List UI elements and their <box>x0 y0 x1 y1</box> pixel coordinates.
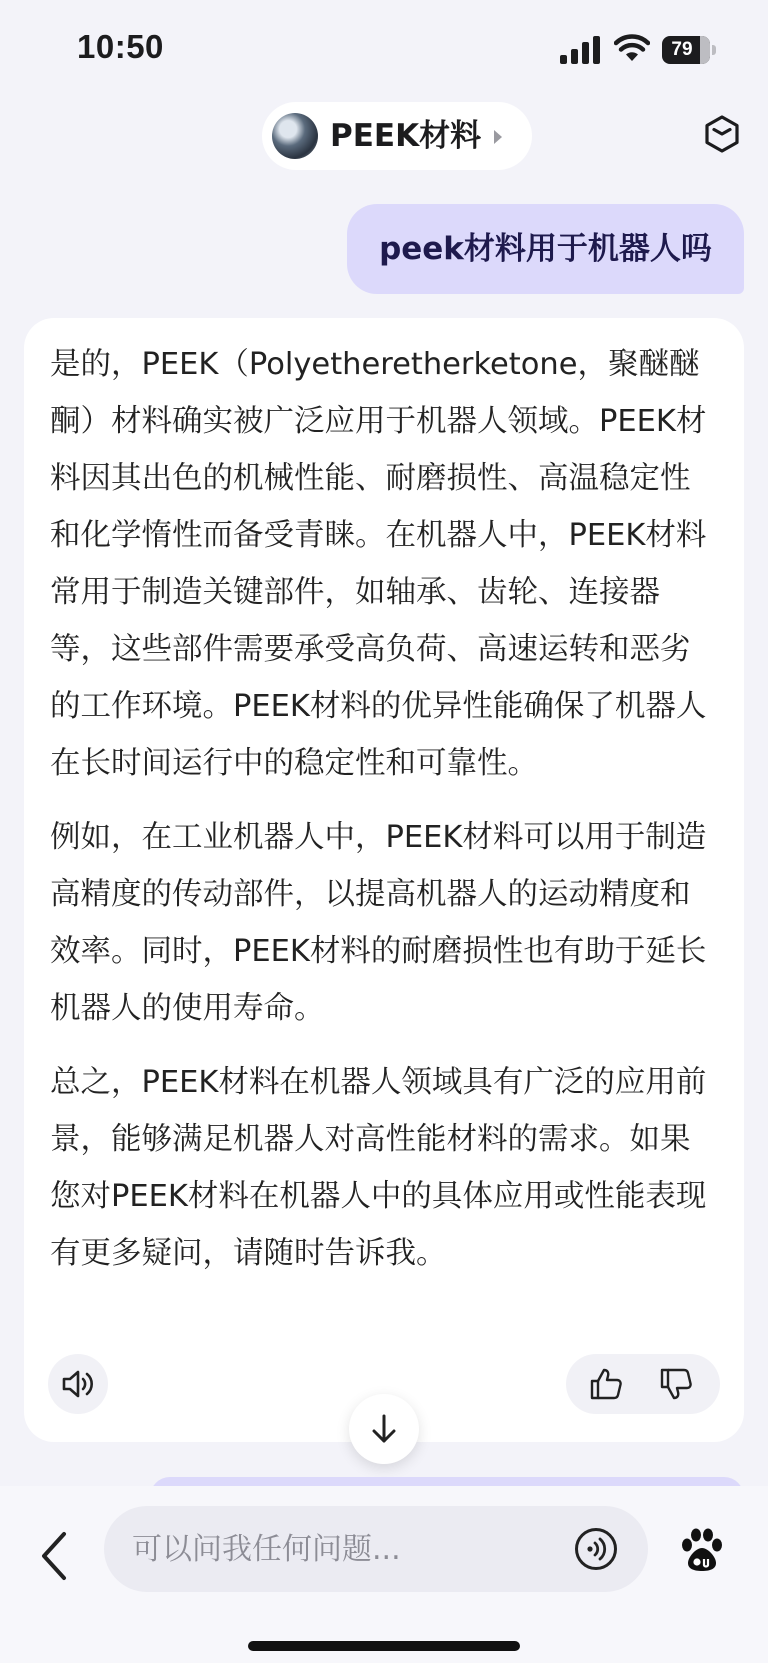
caret-right-icon <box>494 130 502 144</box>
assistant-answer-card <box>24 318 744 1442</box>
status-bar <box>0 0 768 100</box>
chat-title: PEEK材料 <box>330 118 482 154</box>
avatar <box>272 113 318 159</box>
user-message-text: peek材料用于机器人吗 <box>379 231 712 267</box>
user-message-bubble <box>347 204 744 294</box>
status-time: 10:50 <box>77 28 164 65</box>
thumbs-down-icon[interactable] <box>658 1366 694 1402</box>
battery-percent: 79 <box>671 39 693 60</box>
answer-paragraph: 是的，PEEK（Polyetheretherketone，聚醚醚酮）材料确实被广泛应用于机器人领域。PEEK材料因其出色的机械性能、耐磨损性、高温稳定性和化学惰性而备受青睐。在机器人中，PEEK材料常用于制造关键部件，如轴承、齿轮、连接器等，这些部件需要承受高负荷、高速运转和恶劣的工作环境。PEEK材料的优异性能确保了机器人在长时间运行中的稳定性和可靠性。 <box>50 347 707 781</box>
hexagon-icon[interactable] <box>702 114 742 154</box>
cellular-signal-icon <box>560 36 602 64</box>
thumbs-up-icon[interactable] <box>588 1366 624 1402</box>
feedback-group <box>566 1354 720 1414</box>
answer-paragraph: 总之，PEEK材料在机器人领域具有广泛的应用前景，能够满足机器人对高性能材料的需求。如果您对PEEK材料在机器人中的具体应用或性能表现有更多疑问，请随时告诉我。 <box>50 1065 707 1271</box>
scroll-to-bottom-button[interactable] <box>349 1394 419 1464</box>
answer-paragraph: 例如，在工业机器人中，PEEK材料可以用于制造高精度的传动部件，以提高机器人的运动精度和效率。同时，PEEK材料的耐磨损性也有助于延长机器人的使用寿命。 <box>50 820 707 1026</box>
paw-icon[interactable] <box>678 1526 726 1574</box>
answer-body <box>50 336 720 1299</box>
message-input[interactable] <box>132 1506 552 1592</box>
voice-icon[interactable] <box>574 1527 618 1571</box>
message-input-container <box>104 1506 648 1592</box>
speaker-icon <box>48 1354 108 1414</box>
arrow-down-icon <box>366 1411 402 1447</box>
chevron-left-icon[interactable] <box>36 1528 72 1584</box>
home-indicator <box>248 1641 520 1651</box>
wifi-icon <box>614 34 650 64</box>
chat-title-button[interactable] <box>262 102 532 170</box>
read-aloud-button[interactable] <box>48 1354 108 1414</box>
bottom-input-bar <box>0 1486 768 1663</box>
battery-indicator <box>662 36 716 64</box>
